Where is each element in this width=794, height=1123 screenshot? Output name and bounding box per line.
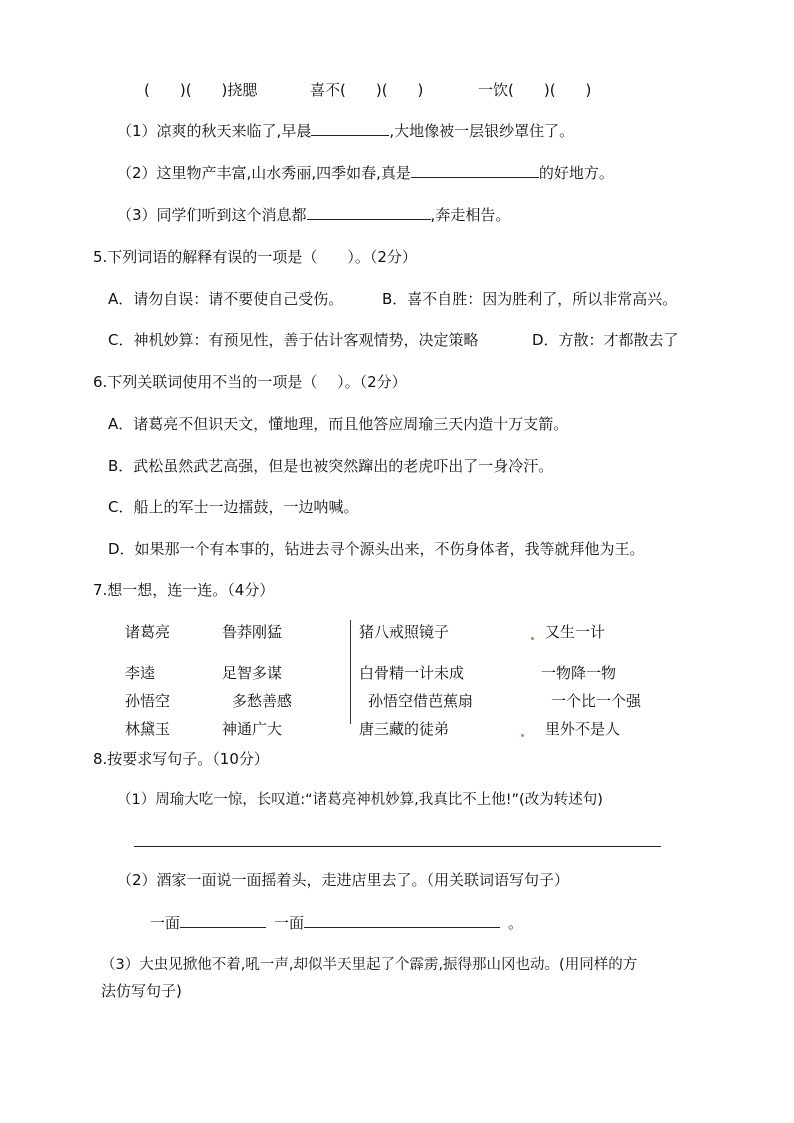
q7-title: 7.想一想，连一连。（4分） xyxy=(93,581,275,599)
q7-trait-3[interactable]: 多愁善感 xyxy=(232,692,293,710)
q7-trait-4[interactable]: 神通广大 xyxy=(222,720,283,738)
q4-s3-end: ,奔走相告。 xyxy=(430,206,511,224)
q7-meaning-3[interactable]: 一个比一个强 xyxy=(551,692,642,710)
q5-option-c[interactable]: C．神机妙算：有预见性，善于估计客观情势，决定策略 xyxy=(108,331,479,349)
q8-answer-line-1[interactable] xyxy=(134,846,661,847)
q4-sentence-3 xyxy=(117,205,510,225)
q7-name-4[interactable]: 林黛玉 xyxy=(125,720,171,738)
q8-yimian-2: 一面 xyxy=(274,914,305,932)
idiom-item-2: 喜不( )( ) xyxy=(310,81,424,99)
q6-option-b[interactable]: B．武松虽然武艺高强，但是也被突然蹿出的老虎吓出了一身冷汗。 xyxy=(108,457,554,475)
q4-s1-start: （1）凉爽的秋天来临了,早晨 xyxy=(117,122,312,140)
q7-meaning-2[interactable]: 一物降一物 xyxy=(541,664,617,682)
q8-task-1: （1）周瑜大吃一惊，长叹道:“诸葛亮神机妙算,我真比不上他!”(改为转述句) xyxy=(117,792,603,808)
q7-trait-1[interactable]: 鲁莽刚猛 xyxy=(222,623,283,641)
q8-task-2: （2）酒家一面说一面摇着头，走进店里去了。（用关联词语写句子） xyxy=(117,871,570,889)
q4-s1-end: ,大地像被一层银纱罩住了。 xyxy=(389,122,575,140)
q4-s2-blank[interactable] xyxy=(411,163,539,178)
q4-s2-start: （2）这里物产丰富,山水秀丽,四季如春,真是 xyxy=(117,164,411,182)
idiom-item-1: ( )( )挠腮 xyxy=(144,81,258,99)
q7-meaning-1[interactable]: 又生一计 xyxy=(545,623,606,641)
q7-name-2[interactable]: 李逵 xyxy=(125,664,156,682)
q4-sentence-2 xyxy=(117,163,614,183)
q6-option-a[interactable]: A．诸葛亮不但识天文，懂地理，而且他答应周瑜三天内造十万支箭。 xyxy=(108,415,569,433)
q7-meaning-4[interactable]: 里外不是人 xyxy=(545,720,621,738)
q8-title: 8.按要求写句子。（10分） xyxy=(93,750,269,768)
q7-name-1[interactable]: 诸葛亮 xyxy=(125,623,171,641)
q5-option-b[interactable]: B．喜不自胜：因为胜利了，所以非常高兴。 xyxy=(382,290,678,308)
q7-saying-2[interactable]: 白骨精一计未成 xyxy=(359,664,465,682)
q7-saying-4[interactable]: 唐三藏的徒弟 xyxy=(359,720,450,738)
q4-s3-blank[interactable] xyxy=(307,205,431,220)
q8-blank-1[interactable] xyxy=(180,913,266,928)
q8-blank-2[interactable] xyxy=(304,913,500,928)
q5-option-a[interactable]: A．请勿自误：请不要使自己受伤。 xyxy=(108,290,344,308)
q7-column-divider xyxy=(350,620,351,724)
q7-dot-2 xyxy=(521,734,524,737)
q7-trait-2[interactable]: 足智多谋 xyxy=(222,664,283,682)
q5-title: 5.下列词语的解释有误的一项是（ ）。（2分） xyxy=(93,248,417,266)
q7-dot-1 xyxy=(531,637,534,640)
q5-option-d[interactable]: D．方散：才都散去了 xyxy=(532,331,679,349)
q7-saying-3[interactable]: 孙悟空借芭蕉扇 xyxy=(368,692,474,710)
q8-yimian-1: 一面 xyxy=(150,914,181,932)
q6-title: 6.下列关联词使用不当的一项是（ ）。（2分） xyxy=(93,373,407,391)
q4-sentence-1 xyxy=(117,121,574,141)
q7-saying-1[interactable]: 猪八戒照镜子 xyxy=(359,623,450,641)
q8-task-3-line-1: （3）大虫见掀他不着,吼一声,却似半天里起了个霹雳,振得那山冈也动。(用同样的方 xyxy=(101,957,638,973)
q8-task-3-line-2: 法仿写句子) xyxy=(101,982,182,1000)
q4-s1-blank[interactable] xyxy=(311,121,389,136)
idiom-item-3: 一饮( )( ) xyxy=(478,81,592,99)
q8-period: 。 xyxy=(508,914,524,932)
q4-s3-start: （3）同学们听到这个消息都 xyxy=(117,206,307,224)
q6-option-c[interactable]: C．船上的军士一边擂鼓，一边呐喊。 xyxy=(108,498,359,516)
q4-s2-end: 的好地方。 xyxy=(538,164,614,182)
q6-option-d[interactable]: D．如果那一个有本事的，钻进去寻个源头出来，不伤身体者，我等就拜他为王。 xyxy=(108,540,645,558)
q7-name-3[interactable]: 孙悟空 xyxy=(125,692,171,710)
q8-task-2-answer xyxy=(150,913,523,933)
